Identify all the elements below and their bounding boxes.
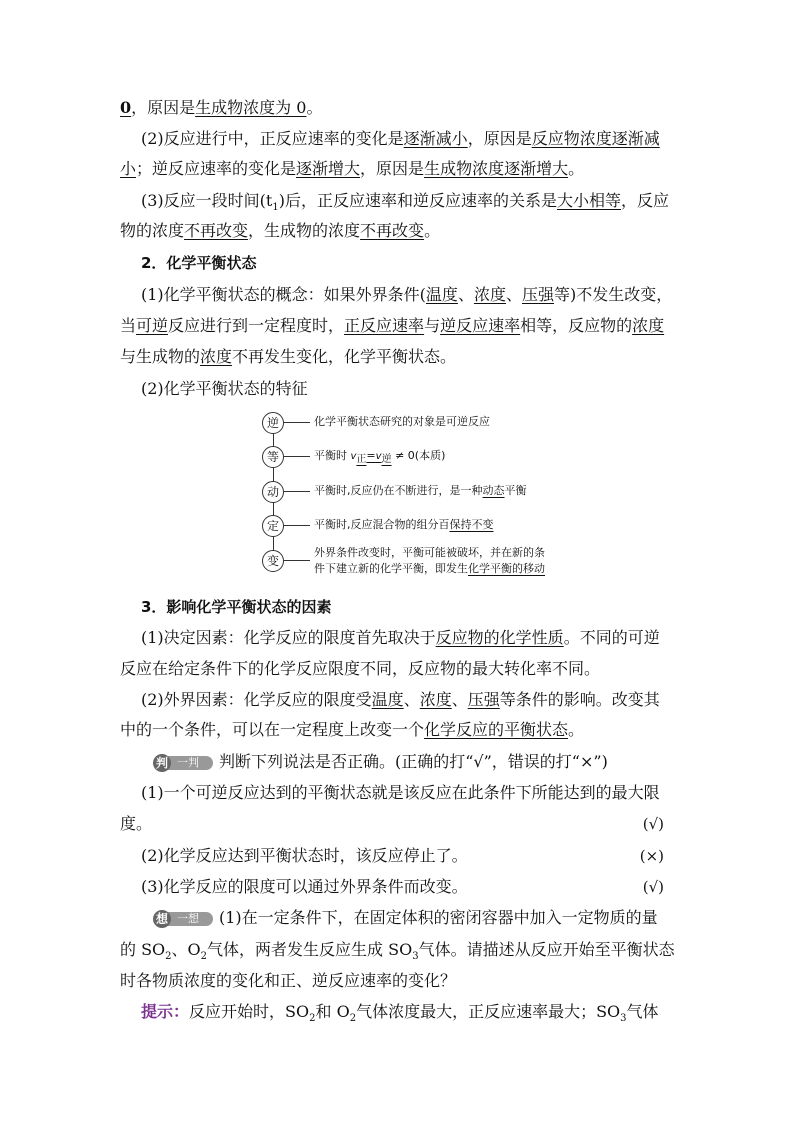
answer-mark: (√) xyxy=(642,815,664,833)
para-line: 当可逆反应进行到一定程度时，正反应速率与逆反应速率相等，反应物的浓度 xyxy=(120,316,665,335)
question-line: (1)一个可逆反应达到的平衡状态就是该反应在此条件下所能达到的最大限 xyxy=(141,783,660,802)
answer-mark: (×) xyxy=(639,847,664,865)
para-line: 小；逆反应速率的变化是逐渐增大，原因是生成物浓度逐渐增大。 xyxy=(120,159,585,178)
para-line: (1)决定因素：化学反应的限度首先取决于反应物的化学性质。不同的可逆 xyxy=(141,628,660,647)
diagram-text: 化学平衡状态研究的对象是可逆反应 xyxy=(314,415,490,428)
question-line: (3)化学反应的限度可以通过外界条件而改变。 xyxy=(141,877,468,896)
para-line: 时各物质浓度的变化和正、逆反应速率的变化？ xyxy=(120,971,457,990)
hint-label: 提示： xyxy=(141,1002,190,1021)
text-underlined: 大小相等 xyxy=(556,191,621,210)
diagram-text: 外界条件改变时，平衡可能被破坏，并在新的条 xyxy=(314,546,545,559)
text-underlined: 不再改变 xyxy=(360,221,425,240)
text-underlined: 逆反应速率 xyxy=(440,316,521,335)
text-underlined: 压强 xyxy=(467,690,500,709)
diagram-text: 平衡时 $v_正=v_逆 \ne 0$(本质) xyxy=(314,449,446,466)
section-heading: 3．影响化学平衡状态的因素 xyxy=(141,598,332,616)
text-underlined: 浓度 xyxy=(632,316,665,335)
question-line: (2)化学反应达到平衡状态时，该反应停止了。 xyxy=(141,846,468,865)
para-line: (2)外界因素：化学反应的限度受温度、浓度、压强等条件的影响。改变其 xyxy=(141,690,660,709)
para-line: (1)化学平衡状态的概念：如果外界条件(温度、浓度、压强等)不发生改变， xyxy=(141,285,673,304)
diagram-text: 平衡时,反应仍在不断进行，是一种动态平衡 xyxy=(314,484,527,497)
text-underlined: 生成物浓度为 0 xyxy=(195,98,307,117)
hint-line: 提示：反应开始时，$SO_2$和 $O_2$气体浓度最大，正反应速率最大；$SO_3$气体 xyxy=(141,1002,659,1025)
para-line: 的 $SO_2$、$O_2$气体，两者发生反应生成 $SO_3$气体。请描述从反应开始至平衡状态 xyxy=(120,940,675,963)
question-line: 度。 xyxy=(120,814,153,833)
think-line: 一想 想 (1)在一定条件下，在固定体积的密闭容器中加入一定物质的量 xyxy=(153,907,658,929)
node-deng: 等 xyxy=(262,446,284,468)
text-underlined: 温度 xyxy=(425,285,458,304)
text-underlined: 化学反应的平衡状态 xyxy=(424,720,569,739)
text-underlined: 温度 xyxy=(371,690,404,709)
para-line: (3)反应一段时间$(t_1)$后，正反应速率和逆反应速率的关系是大小相等，反应 xyxy=(141,191,669,214)
para-line: (2)化学平衡状态的特征 xyxy=(141,379,308,398)
connector xyxy=(284,456,310,457)
connector xyxy=(284,525,310,526)
text-underlined: 浓度 xyxy=(419,690,452,709)
diagram-text: 件下建立新的化学平衡，即发生化学平衡的移动 xyxy=(314,562,545,575)
node-dong: 动 xyxy=(262,481,284,503)
equilibrium-features-diagram xyxy=(262,410,562,582)
para-line: 与生成物的浓度不再发生变化，化学平衡状态。 xyxy=(120,347,457,366)
text-underlined: 压强 xyxy=(521,285,554,304)
node-ding: 定 xyxy=(262,515,284,537)
text-underlined: 逐渐减小 xyxy=(403,129,468,148)
text-underlined: 反应物的化学性质 xyxy=(435,628,564,647)
section-heading: 2．化学平衡状态 xyxy=(141,254,257,272)
judge-badge: 一判 判 xyxy=(153,754,215,772)
connector xyxy=(284,422,310,423)
text-underlined: 小 xyxy=(120,159,137,178)
node-bian: 变 xyxy=(262,550,284,572)
text-underlined: 正反应速率 xyxy=(344,316,425,335)
para-line: (2)反应进行中，正反应速率的变化是逐渐减小，原因是反应物浓度逐渐减 xyxy=(141,129,660,148)
connector xyxy=(284,491,310,492)
text-underlined: 可逆 xyxy=(136,316,169,335)
para-line: 中的一个条件，可以在一定程度上改变一个化学反应的平衡状态。 xyxy=(120,720,585,739)
text-underlined: 逐渐增大 xyxy=(296,159,361,178)
judge-line: 一判 判 判断下列说法是否正确。(正确的打“√”，错误的打“×”) xyxy=(153,751,608,773)
text-underlined: 生成物浓度逐渐增大 xyxy=(424,159,569,178)
text-underlined: 0 xyxy=(120,98,132,117)
diagram-text: 平衡时,反应混合物的组分百保持不变 xyxy=(314,518,494,531)
text-underlined: 浓度 xyxy=(200,347,233,366)
think-badge: 一想 想 xyxy=(153,910,215,928)
answer-mark: (√) xyxy=(642,878,664,896)
para-line: 物的浓度不再改变，生成物的浓度不再改变。 xyxy=(120,221,441,240)
node-ni: 逆 xyxy=(262,412,284,434)
text-underlined: 浓度 xyxy=(473,285,506,304)
text-underlined: 反应物浓度逐渐减 xyxy=(531,129,660,148)
connector xyxy=(284,560,310,561)
text-underlined: 不再改变 xyxy=(184,221,249,240)
para-line: 0，原因是生成物浓度为 0。 xyxy=(120,98,323,117)
para-line: 反应在给定条件下的化学反应限度不同，反应物的最大转化率不同。 xyxy=(120,659,601,678)
